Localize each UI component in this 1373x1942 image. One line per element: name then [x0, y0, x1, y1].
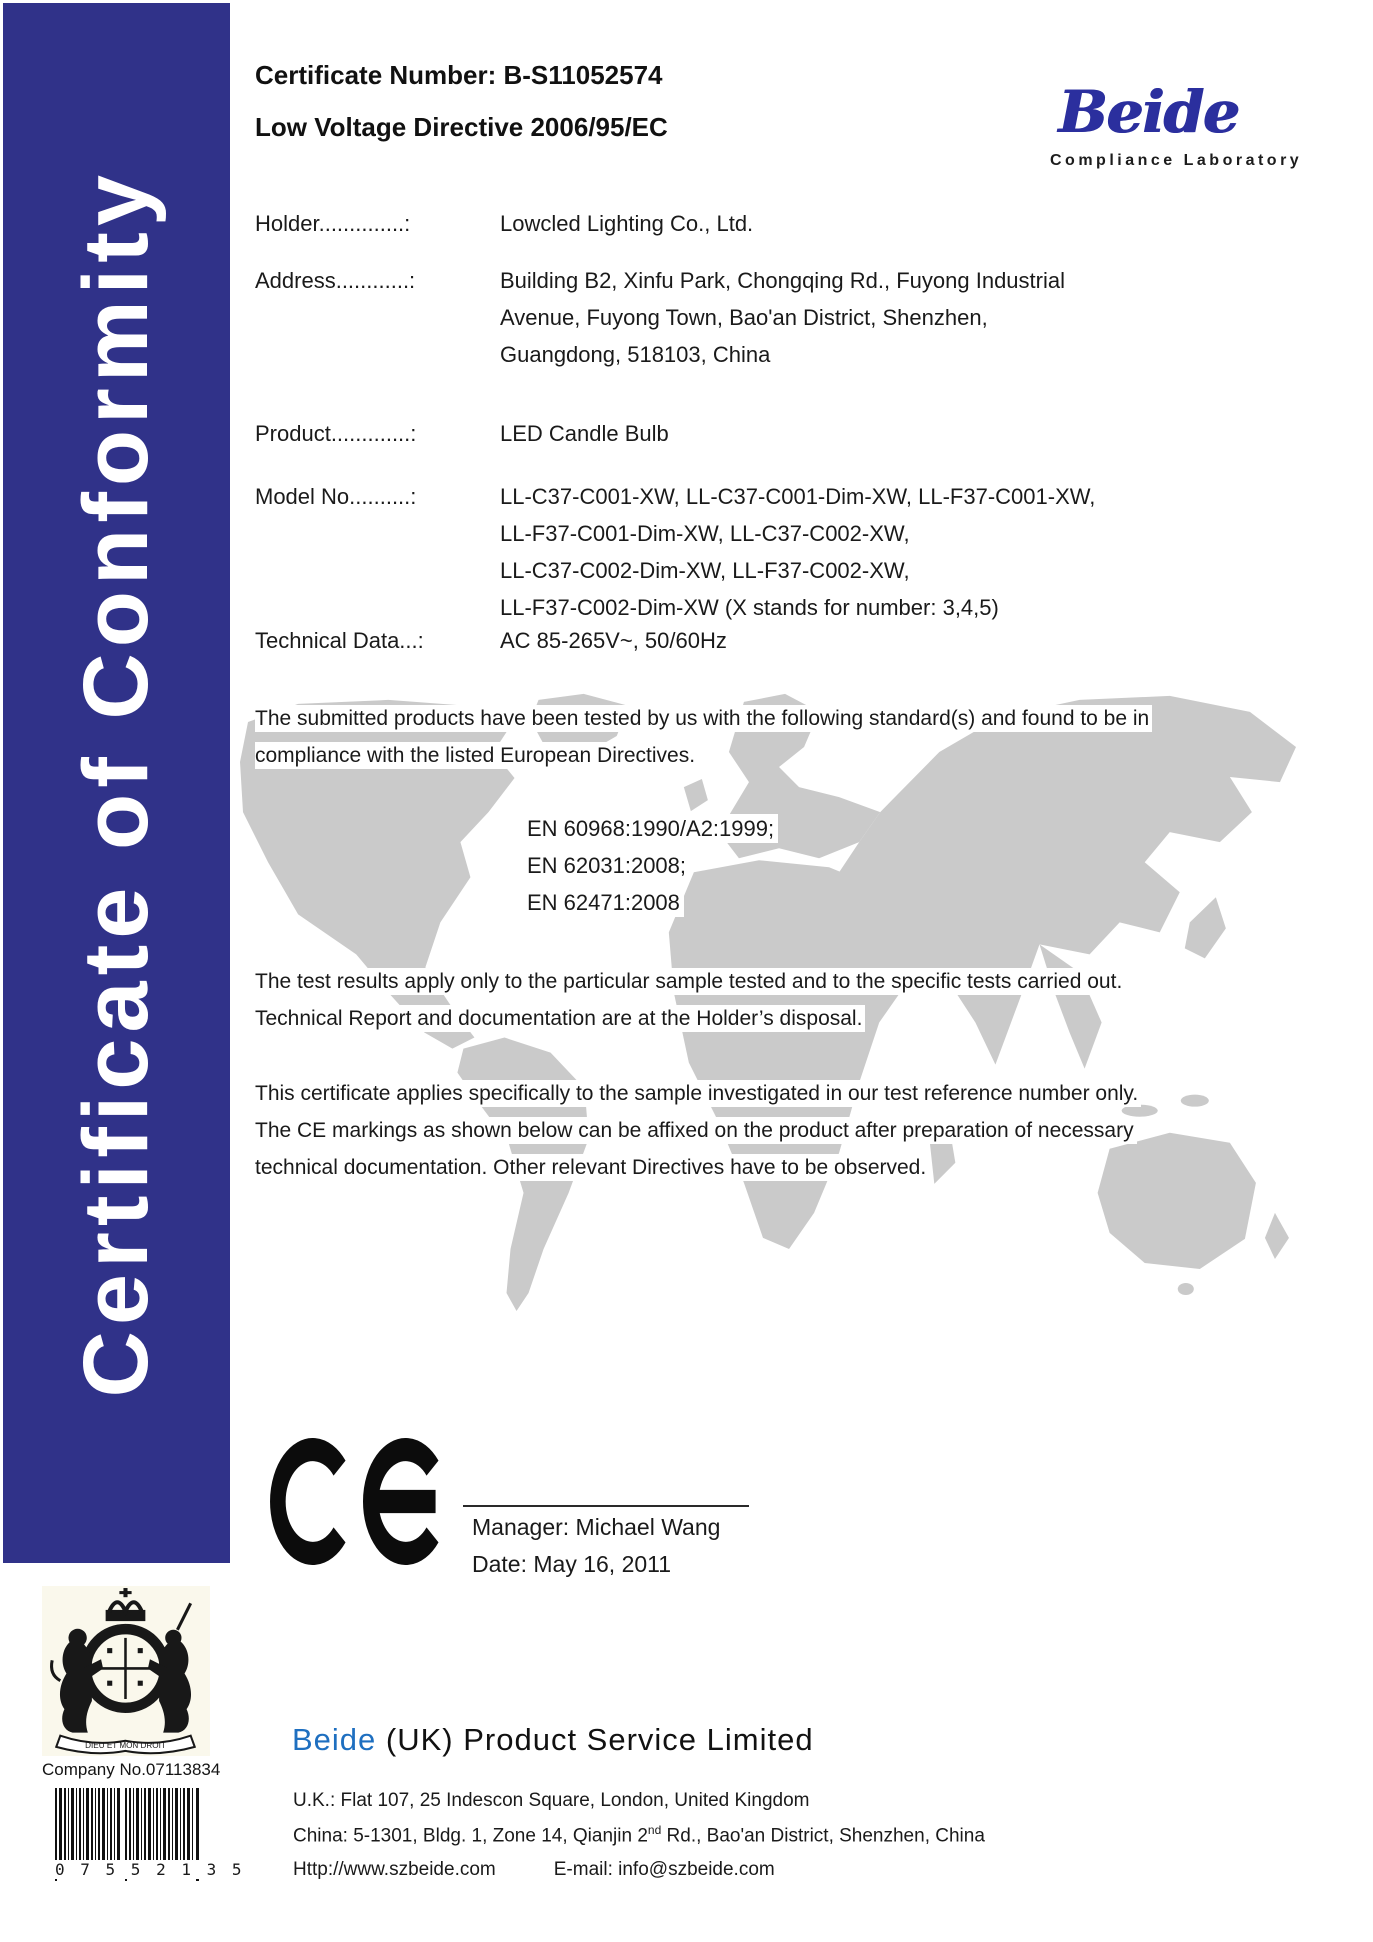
motto-text: DIEU ET MON DROIT [85, 1740, 166, 1750]
ce-mark-icon [270, 1438, 460, 1570]
field-value-line: LL-F37-C001-Dim-XW, LL-C37-C002-XW, [500, 521, 910, 546]
map-tasmania [1178, 1283, 1194, 1295]
paragraph-line: compliance with the listed European Directives. [255, 742, 698, 769]
field-value-line: Guangdong, 518103, China [500, 342, 771, 367]
footer-company-name [292, 1722, 814, 1758]
footer-website: Http://www.szbeide.com [293, 1859, 496, 1880]
ordinal-superscript: nd [647, 1823, 662, 1837]
paragraph-line: The CE markings as shown below can be affixed on the product after preparation of necessary [255, 1117, 1137, 1144]
paragraph-scope [255, 963, 1310, 1037]
paragraph-line: Technical Report and documentation are at the Holder’s disposal. [255, 1005, 865, 1032]
field-value-line: Avenue, Fuyong Town, Bao'an District, Shenzhen, [500, 305, 988, 330]
field-value-line: LL-F37-C002-Dim-XW (X stands for number: 3,4,5) [500, 595, 999, 620]
footer-email: E-mail: info@szbeide.com [553, 1859, 775, 1880]
field-value-line: AC 85-265V~, 50/60Hz [500, 628, 727, 653]
barcode-digits: 0 7 5 5 2 1 3 5 [55, 1860, 245, 1879]
map-japan [1185, 897, 1226, 958]
field-label: Address............: [255, 268, 416, 293]
paragraph-intro [255, 700, 1310, 774]
sidebar-vertical-title: Certificate of Conformity [65, 168, 167, 1398]
date-line: Date: May 16, 2011 [472, 1551, 672, 1577]
field-label: Holder..............: [255, 211, 411, 236]
standard-item: EN 62031:2008; [527, 851, 690, 880]
directive-line: Low Voltage Directive 2006/95/EC [255, 112, 668, 142]
footer-china-address: China: 5-1301, Bldg. 1, Zone 14, Qianjin 2nd Rd., Bao'an District, Shenzhen, China [293, 1823, 985, 1847]
standard-item: EN 60968:1990/A2:1999; [527, 814, 778, 843]
standard-item: EN 62471:2008 [527, 888, 684, 917]
field-value-line: LED Candle Bulb [500, 421, 669, 446]
royal-coat-of-arms [42, 1586, 210, 1756]
field-value-line: Lowcled Lighting Co., Ltd. [500, 211, 754, 236]
paragraph-ce-note [255, 1075, 1310, 1186]
company-number: Company No.07113834 [42, 1760, 221, 1779]
paragraph-line: This certificate applies specifically to the sample investigated in our test reference number only. [255, 1080, 1141, 1107]
paragraph-line: technical documentation. Other relevant Directives have to be observed. [255, 1154, 929, 1181]
signature-line [463, 1505, 749, 1507]
lion-silhouette [60, 1640, 92, 1733]
paragraph-line: The test results apply only to the particular sample tested and to the specific tests carried out. [255, 968, 1125, 995]
paragraph-line: The submitted products have been tested by us with the following standard(s) and found to be in [255, 705, 1152, 732]
beide-logo: Beide [1058, 78, 1239, 146]
footer-brand-beide: Beide [292, 1722, 377, 1757]
footer-contacts [293, 1859, 775, 1881]
field-label: Model No..........: [255, 484, 417, 509]
certificate-sidebar-banner [3, 3, 230, 1563]
unicorn-silhouette [159, 1640, 191, 1733]
footer-company-rest: (UK) Product Service Limited [376, 1722, 814, 1757]
beide-logo-subtitle: Compliance Laboratory [1050, 152, 1303, 169]
field-label: Product.............: [255, 421, 417, 446]
map-new-zealand [1265, 1213, 1289, 1259]
field-value-line: LL-C37-C002-Dim-XW, LL-F37-C002-XW, [500, 558, 910, 583]
footer-uk-address: U.K.: Flat 107, 25 Indescon Square, London, United Kingdom [293, 1790, 810, 1811]
map-uk [684, 779, 708, 811]
field-value-line: LL-C37-C001-XW, LL-C37-C001-Dim-XW, LL-F37-C001-XW, [500, 484, 1096, 509]
field-value-line: Building B2, Xinfu Park, Chongqing Rd., Fuyong Industrial [500, 268, 1065, 293]
certificate-number-line: Certificate Number: B-S11052574 [255, 60, 663, 90]
standards-list [527, 810, 1047, 921]
field-label: Technical Data...: [255, 628, 424, 653]
manager-line: Manager: Michael Wang [472, 1514, 721, 1540]
